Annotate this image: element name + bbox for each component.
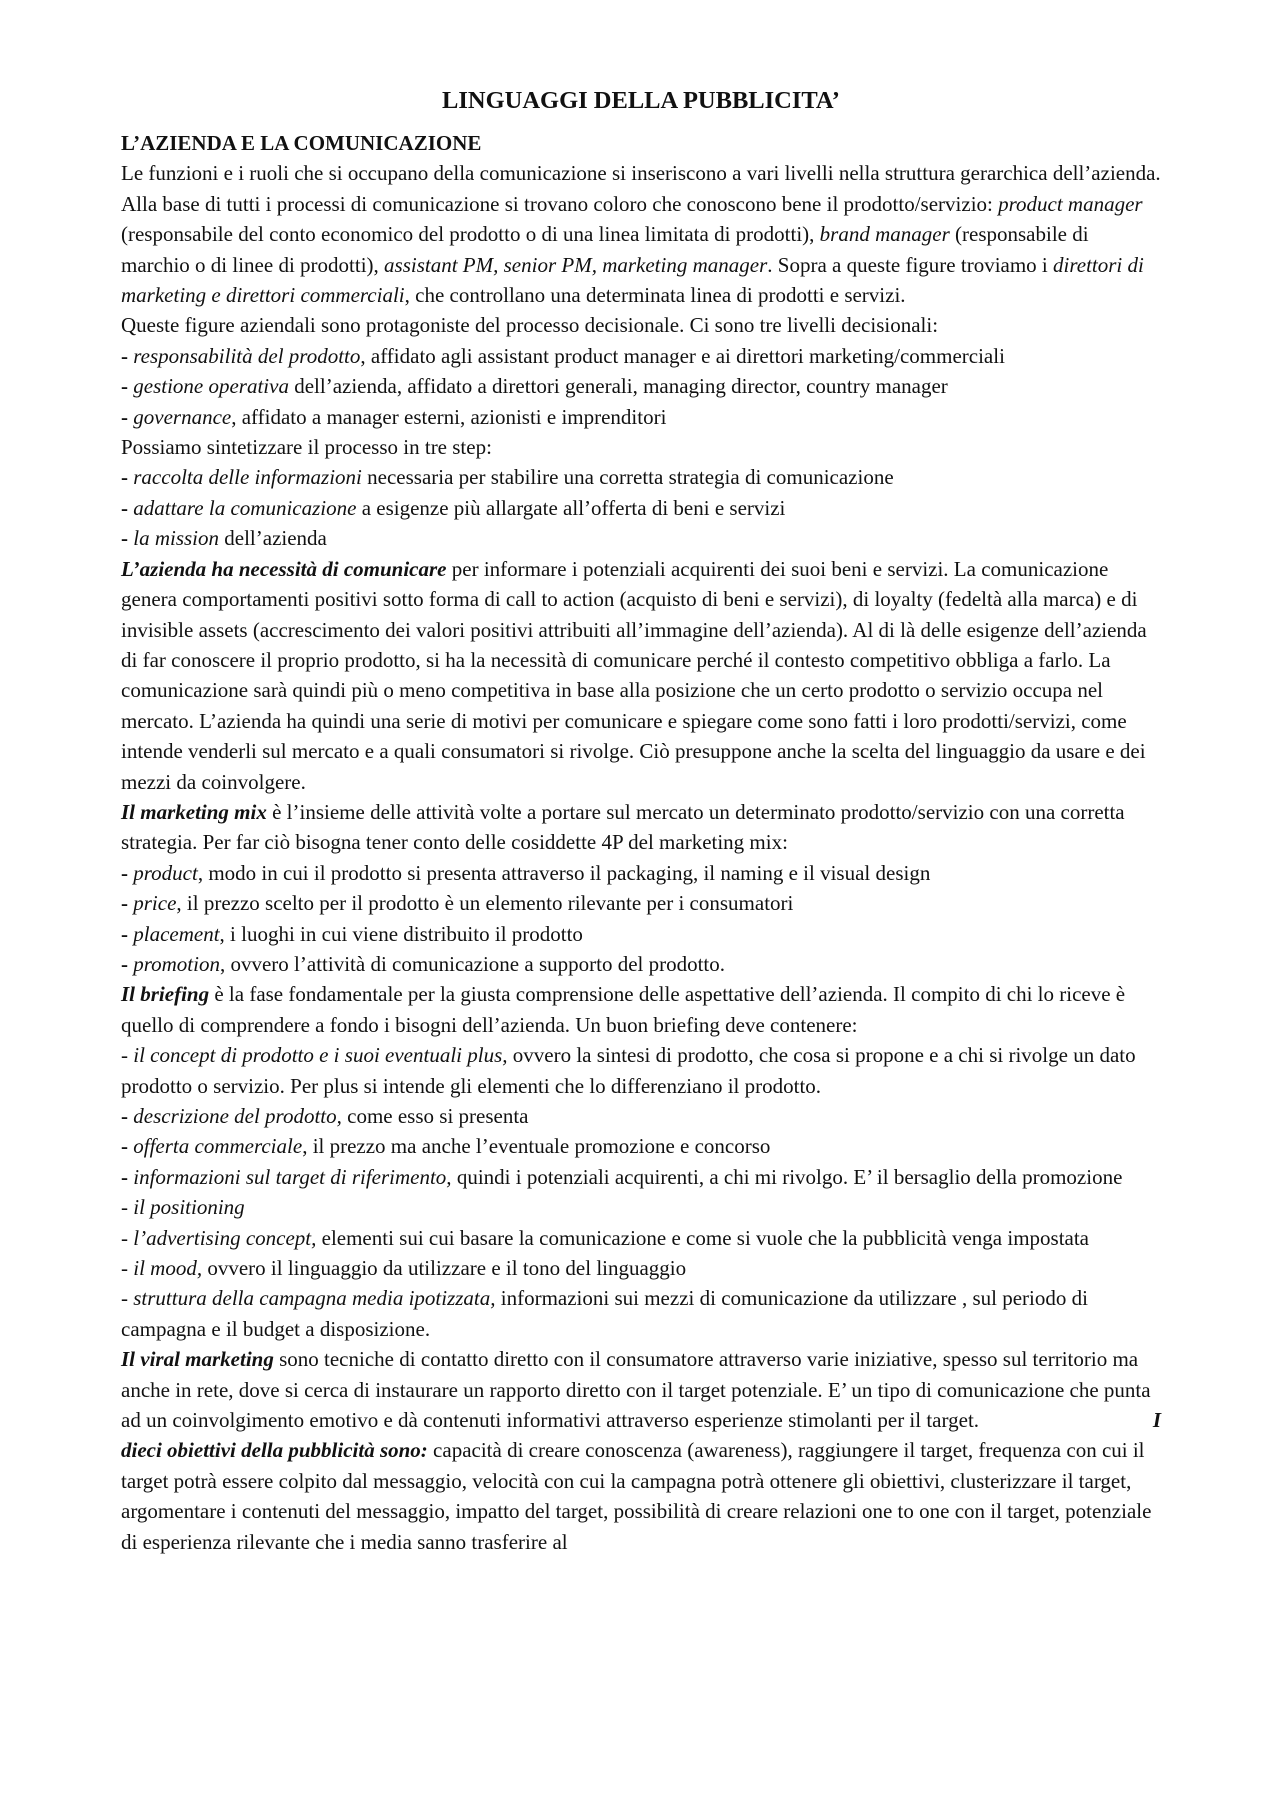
list-item: - gestione operativa dell’azienda, affidato a direttori generali, managing director, country manager <box>121 374 948 399</box>
document-title: LINGUAGGI DELLA PUBBLICITA’ <box>442 87 840 114</box>
list-item: - placement, i luoghi in cui viene distribuito il prodotto <box>121 921 583 946</box>
list-item: - promotion, ovvero l’attività di comunicazione a supporto del prodotto. <box>121 951 726 976</box>
document-page <box>121 86 1161 1557</box>
list-item: - product, modo in cui il prodotto si presenta attraverso il packaging, il naming e il visual design <box>121 860 931 885</box>
list-item: - la mission dell’azienda <box>121 526 327 551</box>
list-item: - raccolta delle informazioni necessaria per stabilire una corretta strategia di comunicazione <box>121 465 894 490</box>
list-item: - informazioni sul target di riferimento, quindi i potenziali acquirenti, a chi mi rivolgo. E’ il bersaglio della promozione <box>121 1164 1123 1189</box>
trailing-letter: I <box>1152 1408 1161 1433</box>
list-item: - governance, affidato a manager esterni, azionisti e imprenditori <box>121 404 667 429</box>
marketing-mix-paragraph: Il marketing mix è l’insieme delle attività volte a portare sul mercato un determinato prodotto/servizio con una corretta strategia. Per far ciò bisogna tener conto delle cosiddette 4P del marketing mix: <box>121 799 1125 855</box>
objectives-paragraph: dieci obiettivi della pubblicità sono: capacità di creare conoscenza (awareness), raggiungere il target, frequenza con cui il target potrà essere colpito dal messaggio, velocità con cui la campagna potrà ottenere gli obiettivi, clusterizzare il target, argomentare i contenuti del messaggio, impatto del target, possibilità di creare relazioni one to one con il target, potenziale di esperienza rilevante che i media sanno trasferire al <box>121 1438 1152 1554</box>
list-item: - struttura della campagna media ipotizzata, informazioni sui mezzi di comunicazione da utilizzare , sul periodo di campagna e il budget a disposizione. <box>121 1286 1088 1341</box>
list-item: - l’advertising concept, elementi sui cui basare la comunicazione e come si vuole che la pubblicità venga impostata <box>121 1225 1090 1250</box>
steps-intro: Possiamo sintetizzare il processo in tre step: <box>121 435 492 460</box>
list-item: - responsabilità del prodotto, affidato agli assistant product manager e ai direttori marketing/commerciali <box>121 343 1005 368</box>
list-item: - price, il prezzo scelto per il prodotto è un elemento rilevante per i consumatori <box>121 891 794 916</box>
list-item: - il concept di prodotto e i suoi eventuali plus, ovvero la sintesi di prodotto, che cosa si propone e a chi si rivolge un dato prodotto o servizio. Per plus si intende gli elementi che lo differenziano il prodotto. <box>121 1043 1136 1098</box>
list-item: - adattare la comunicazione a esigenze più allargate all’offerta di beni e servizi <box>121 495 786 520</box>
list-item: - il mood, ovvero il linguaggio da utilizzare e il tono del linguaggio <box>121 1256 687 1281</box>
intro-paragraph: Le funzioni e i ruoli che si occupano della comunicazione si inseriscono a vari livelli nella struttura gerarchica dell’azienda. Alla base di tutti i processi di comunicazione si trovano coloro che conoscono bene il prodotto/servizio: product manager (responsabile del conto economico del prodotto o di una linea limitata di prodotti), brand manager (responsabile di marchio o di linee di prodotti), assistant PM, senior PM, marketing manager. Sopra a queste figure troviamo i direttori di marketing e direttori commerciali, che controllano una determinata linea di prodotti e servizi. <box>121 161 1161 308</box>
list-item: - descrizione del prodotto, come esso si presenta <box>121 1104 529 1128</box>
list-item: - offerta commerciale, il prezzo ma anche l’eventuale promozione e concorso <box>121 1134 771 1159</box>
viral-marketing-paragraph: Il viral marketing sono tecniche di contatto diretto con il consumatore attraverso varie iniziative, spesso sul territorio ma anche in rete, dove si cerca di instaurare un rapporto diretto con il target potenziale. E’ un tipo di comunicazione che punta ad un coinvolgimento emotivo e dà contenuti informativi attraverso esperienze stimolanti per il target. I <box>121 1344 1161 1435</box>
section-title: L’AZIENDA E LA COMUNICAZIONE <box>121 131 482 155</box>
communicate-paragraph: L’azienda ha necessità di comunicare per informare i potenziali acquirenti dei suoi beni e servizi. La comunicazione genera comportamenti positivi sotto forma di call to action (acquisto di beni e servizi), di loyalty (fedeltà alla marca) e di invisible assets (accrescimento dei valori positivi attribuiti all’immagine dell’azienda). Al di là delle esigenze dell’azienda di far conoscere il proprio prodotto, si ha la necessità di comunicare perché il contesto competitivo obbliga a farlo. La comunicazione sarà quindi più o meno competitiva in base alla posizione che un certo prodotto o servizio occupa nel mercato. L’azienda ha quindi una serie di motivi per comunicare e spiegare come sono fatti i loro prodotti/servizi, come intende venderli sul mercato e a quali consumatori si rivolge. Ciò presuppone anche la scelta del linguaggio da usare e dei mezzi da coinvolgere. <box>121 556 1147 794</box>
decision-intro: Queste figure aziendali sono protagoniste del processo decisionale. Ci sono tre livelli decisionali: <box>121 313 939 338</box>
list-item: - il positioning <box>121 1195 245 1220</box>
briefing-paragraph: Il briefing è la fase fondamentale per la giusta comprensione delle aspettative dell’azienda. Il compito di chi lo riceve è quello di comprendere a fondo i bisogni dell’azienda. Un buon briefing deve contenere: <box>121 982 1126 1037</box>
